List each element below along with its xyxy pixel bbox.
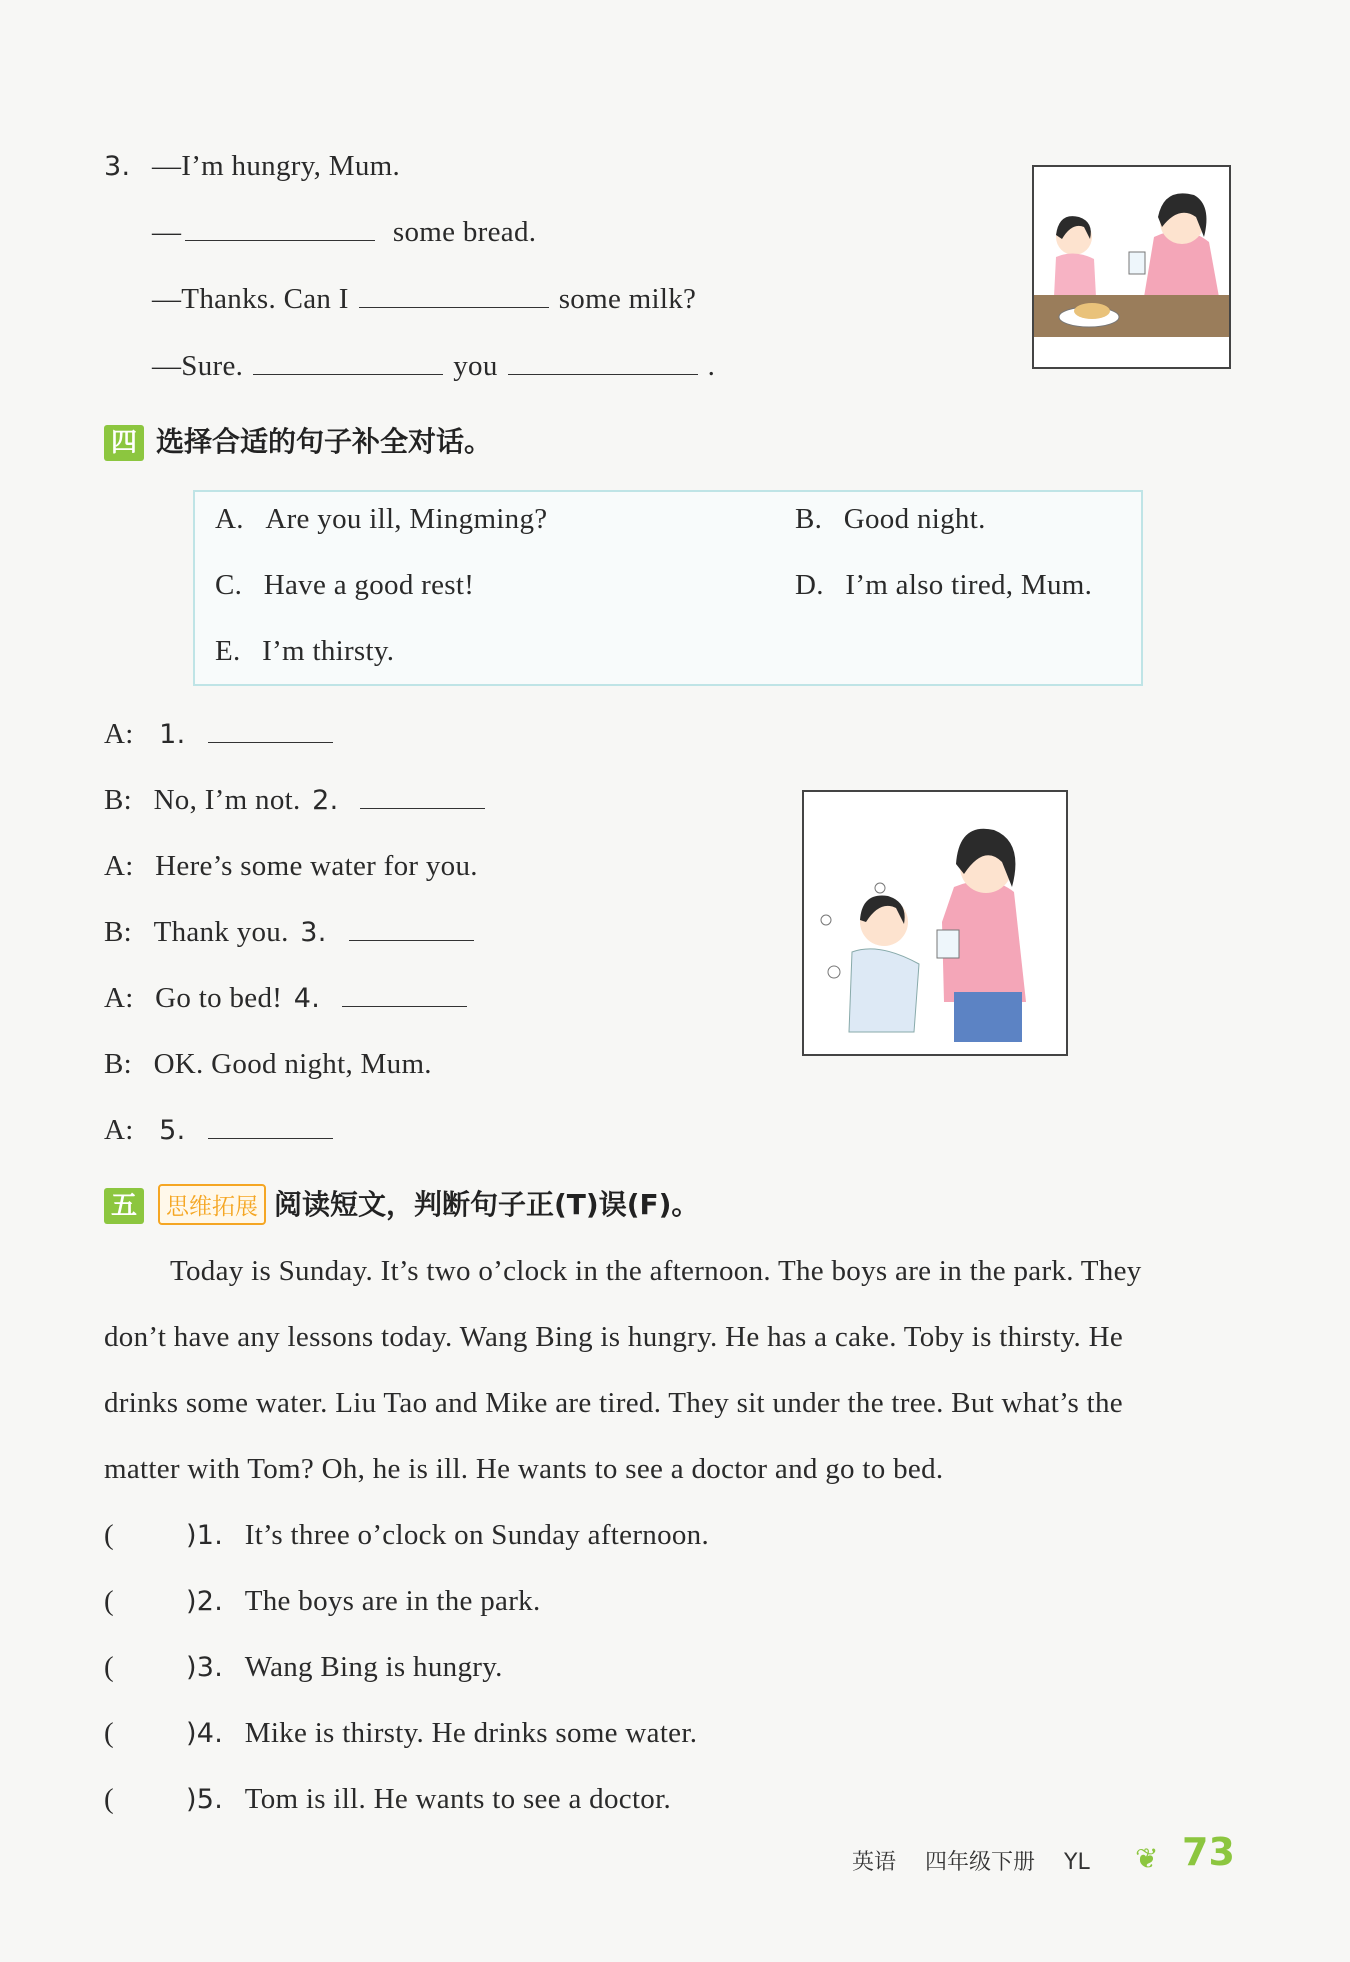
thinking-extension-tag: 思维拓展 (158, 1184, 266, 1225)
blank-number: 4. (293, 983, 321, 1014)
footer-subject: 英语 (852, 1850, 897, 1875)
q3-blank-4[interactable] (508, 374, 698, 375)
dialogue-text: No, I’m not. (153, 784, 301, 816)
option-c (215, 569, 474, 602)
dialogue-text: OK. Good night, Mum. (153, 1048, 432, 1080)
section-4-title: 选择合适的句子补全对话。 (156, 425, 493, 458)
q3-blank-1[interactable] (185, 240, 375, 241)
tf-statement: The boys are in the park. (244, 1585, 541, 1617)
paren-open: ( (104, 1585, 114, 1617)
dialogue-line-2 (104, 784, 495, 817)
option-b (795, 503, 986, 536)
option-letter: B. (795, 503, 823, 535)
q3-line1-text: —I’m hungry, Mum. (151, 150, 401, 182)
dialogue-line-5 (104, 982, 477, 1015)
illustration-bread-milk (1034, 167, 1229, 367)
page-number: 73 (1182, 1830, 1235, 1874)
speaker-label: A: (104, 718, 134, 750)
speaker-label: B: (104, 1048, 132, 1080)
q3-line3-start: —Thanks. Can I (152, 283, 349, 315)
q3-blank-2[interactable] (359, 307, 549, 308)
footer-grade: 四年级下册 (925, 1850, 1036, 1875)
option-letter: C. (215, 569, 243, 601)
paren-open: ( (104, 1783, 114, 1815)
tf-statement: Wang Bing is hungry. (244, 1651, 503, 1683)
q3-line4 (152, 350, 715, 383)
picture-boy-and-mother (802, 790, 1068, 1056)
dialogue-line-7 (104, 1114, 343, 1147)
dialogue-text: Here’s some water for you. (155, 850, 478, 882)
clover-icon: ❦ (1135, 1844, 1159, 1875)
dialogue-line-6 (104, 1048, 432, 1081)
blank-number: 1. (159, 719, 186, 750)
dialogue-line-1 (104, 718, 343, 751)
option-d (795, 569, 1092, 602)
section-4-badge: 四 (104, 425, 144, 461)
q3-line3 (152, 283, 696, 316)
q3-line4-start: —Sure. (152, 350, 244, 382)
option-letter: A. (215, 503, 244, 535)
dialogue-line-3 (104, 850, 478, 883)
option-text: I’m thirsty. (262, 635, 395, 667)
q3-blank-3[interactable] (253, 374, 443, 375)
blank-number: 3. (300, 917, 327, 948)
dialogue-blank-5[interactable] (208, 1138, 333, 1139)
section-5-badge: 五 (104, 1188, 144, 1224)
item-number: )3. (185, 1652, 224, 1683)
dialogue-blank-1[interactable] (208, 742, 333, 743)
speaker-label: A: (104, 982, 134, 1014)
q3-line4-mid: you (453, 350, 498, 382)
dialogue-blank-3[interactable] (349, 940, 474, 941)
item-number: )2. (185, 1586, 224, 1617)
illustration-water (804, 792, 1066, 1054)
dialogue-blank-2[interactable] (360, 808, 485, 809)
item-number: )5. (185, 1784, 224, 1815)
tf-item-5 (104, 1783, 671, 1816)
footer-edition: YL (1064, 1850, 1090, 1875)
speaker-label: A: (104, 850, 134, 882)
item-number: )1. (185, 1520, 224, 1551)
section-5-title: 阅读短文，判断句子正(T)误(F)。 (274, 1188, 700, 1221)
paren-open: ( (104, 1519, 114, 1551)
tf-statement: Tom is ill. He wants to see a doctor. (244, 1783, 672, 1815)
passage-line-1: Today is Sunday. It’s two o’clock in the afternoon. The boys are in the park. They (170, 1255, 1142, 1287)
tf-item-3 (104, 1651, 503, 1684)
dialogue-text: Thank you. (153, 916, 289, 948)
q3-line2-text: some bread. (392, 216, 537, 248)
option-a (215, 503, 547, 536)
dialogue-blank-4[interactable] (342, 1006, 467, 1007)
passage-line-3: drinks some water. Liu Tao and Mike are tired. They sit under the tree. But what’s the (104, 1387, 1123, 1419)
footer (852, 1845, 1090, 1876)
option-letter: D. (795, 569, 824, 601)
paren-open: ( (104, 1717, 114, 1749)
option-letter: E. (215, 635, 241, 667)
blank-number: 5. (159, 1115, 186, 1146)
q3-line3-end: some milk? (558, 283, 697, 315)
tf-statement: It’s three o’clock on Sunday afternoon. (244, 1519, 710, 1551)
speaker-label: B: (104, 916, 132, 948)
tf-item-4 (104, 1717, 697, 1750)
dialogue-text: Go to bed! (155, 982, 283, 1014)
section-4-header (104, 420, 492, 461)
option-text: Have a good rest! (263, 569, 475, 601)
q3-number: 3. (104, 151, 131, 182)
blank-number: 2. (312, 785, 339, 816)
passage-line-2: don’t have any lessons today. Wang Bing is hungry. He has a cake. Toby is thirsty. He (104, 1321, 1124, 1353)
option-text: I’m also tired, Mum. (845, 569, 1093, 601)
q3-dash: — (152, 216, 182, 248)
tf-item-1 (104, 1519, 709, 1552)
speaker-label: A: (104, 1114, 134, 1146)
tf-item-2 (104, 1585, 541, 1618)
tf-statement: Mike is thirsty. He drinks some water. (244, 1717, 698, 1749)
q3-line1 (104, 150, 400, 183)
item-number: )4. (185, 1718, 224, 1749)
option-text: Good night. (843, 503, 986, 535)
paren-open: ( (104, 1651, 114, 1683)
option-text: Are you ill, Mingming? (265, 503, 548, 535)
q3-line4-end: . (707, 350, 716, 382)
speaker-label: B: (104, 784, 132, 816)
option-e (215, 635, 394, 668)
q3-line2 (152, 216, 536, 249)
passage-line-4: matter with Tom? Oh, he is ill. He wants to see a doctor and go to bed. (104, 1453, 944, 1485)
picture-girl-and-mother (1032, 165, 1231, 369)
dialogue-line-4 (104, 916, 484, 949)
section-5-header (104, 1183, 699, 1225)
